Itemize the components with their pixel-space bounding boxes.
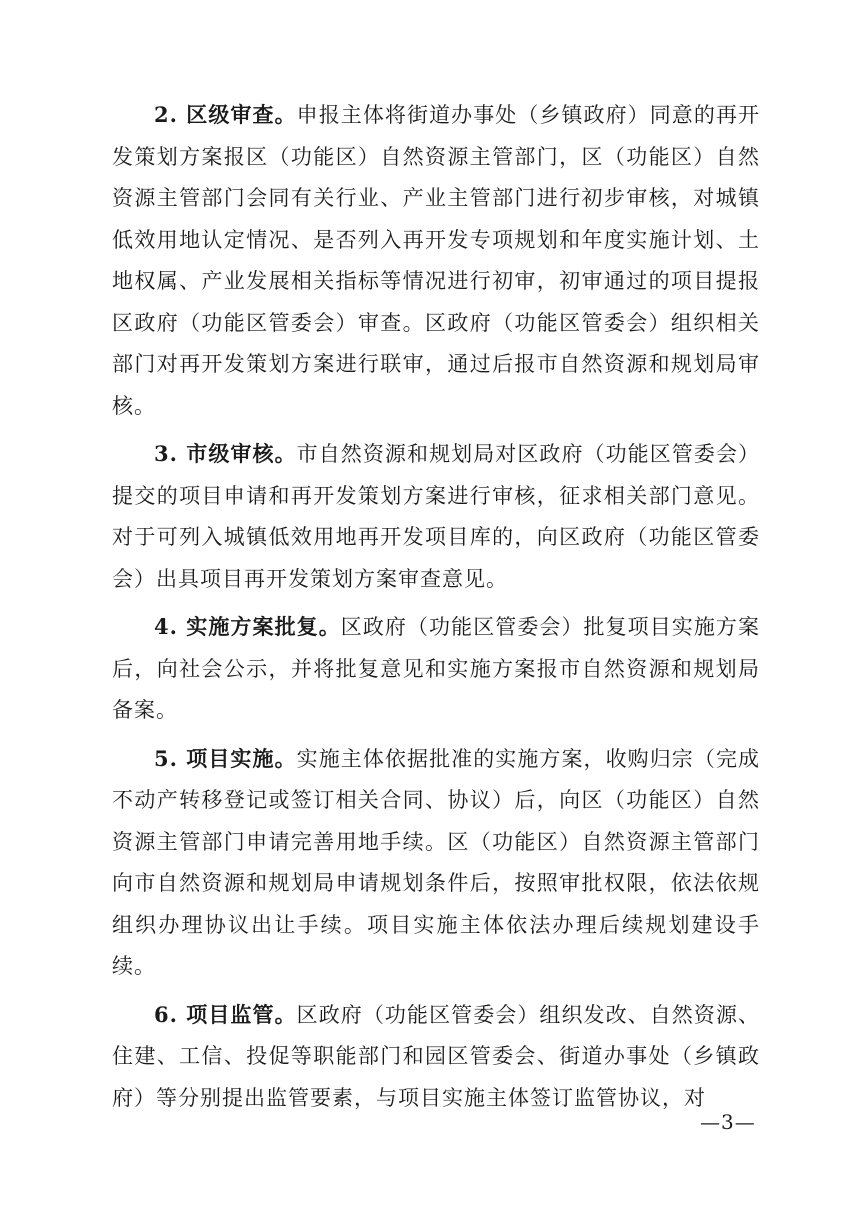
paragraph-heading: 2. 区级审查。 <box>154 102 297 127</box>
paragraph-plan-approval <box>112 606 760 732</box>
paragraph-heading: 4. 实施方案批复。 <box>154 614 341 639</box>
paragraph-district-review <box>112 94 760 427</box>
paragraph-heading: 5. 项目实施。 <box>154 745 297 771</box>
paragraph-project-implementation <box>112 738 760 988</box>
paragraph-text: 区政府（功能区管委会）批复项目实施方案后，向社会公示，并将批复意见和实施方案报市自然资源和规划局备案。 <box>112 615 761 722</box>
paragraph-heading: 3. 市级审核。 <box>154 441 297 466</box>
paragraph-text: 区政府（功能区管委会）组织发改、自然资源、住建、工信、投促等职能部门和园区管委会、街道办事处（乡镇政府）等分别提出监管要素，与项目实施主体签订监管协议，对 <box>112 1002 761 1110</box>
paragraph-city-review <box>112 433 760 600</box>
paragraph-text: 申报主体将街道办事处（乡镇政府）同意的再开发策划方案报区（功能区）自然资源主管部门，区（功能区）自然资源主管部门会同有关行业、产业主管部门进行初步审核，对城镇低效用地认定情况、是否列入再开发专项规划和年度实施计划、土地权属、产业发展相关指标等情况进行初审，初审通过的项目提报区政府（功能区管委会）审查。区政府（功能区管委会）组织相关部门对再开发策划方案进行联审，通过后报市自然资源和规划局审核。 <box>112 103 761 418</box>
page-number: —3— <box>700 1110 756 1134</box>
paragraph-text: 实施主体依据批准的实施方案，收购归宗（完成不动产转移登记或签订相关合同、协议）后，向区（功能区）自然资源主管部门申请完善用地手续。区（功能区）自然资源主管部门向市自然资源和规划局申请规划条件后，按照审批权限，依法依规组织办理协议出让手续。项目实施主体依法办理后续规划建设手续。 <box>112 746 761 978</box>
paragraph-heading: 6. 项目监管。 <box>154 1001 297 1027</box>
document-body <box>112 94 760 1125</box>
paragraph-project-supervision <box>112 994 760 1120</box>
paragraph-text: 市自然资源和规划局对区政府（功能区管委会）提交的项目申请和再开发策划方案进行审核，征求相关部门意见。对于可列入城镇低效用地再开发项目库的，向区政府（功能区管委会）出具项目再开发策划方案审查意见。 <box>112 442 761 591</box>
